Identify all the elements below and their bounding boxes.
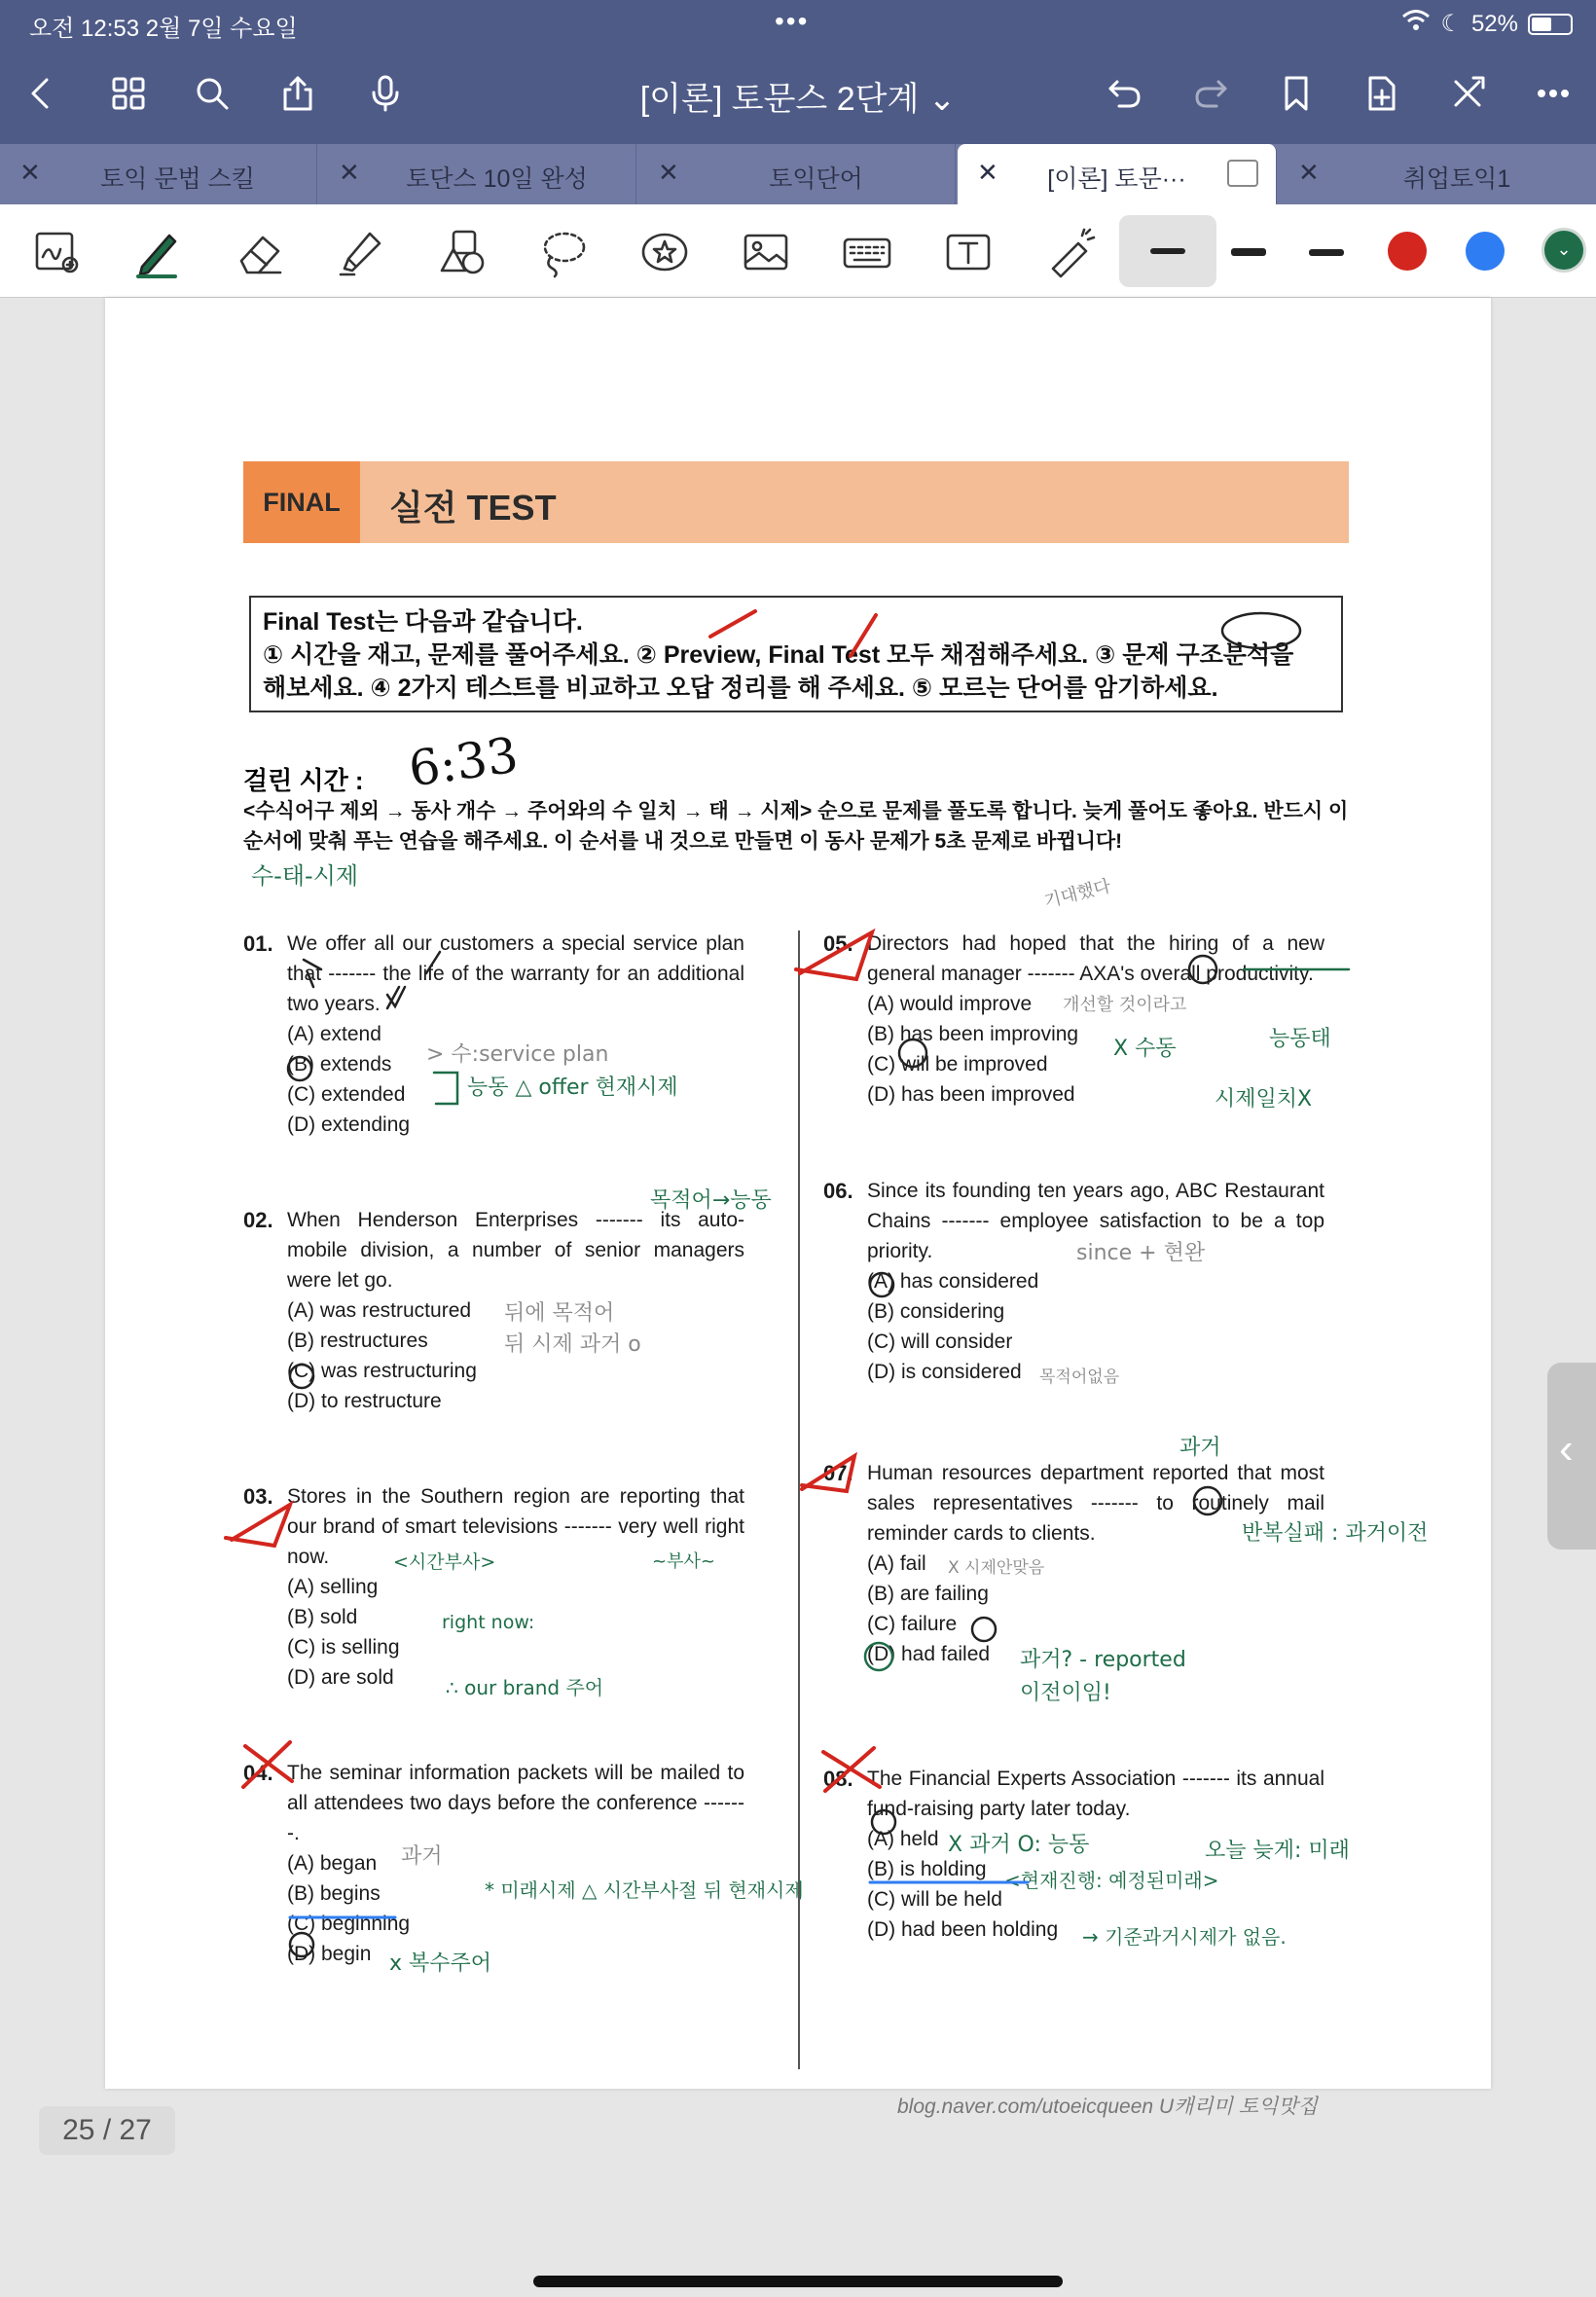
nav-bar: [0, 45, 1596, 144]
handwritten-note: since + 현완: [1076, 1241, 1206, 1265]
zoom-write-icon[interactable]: [27, 222, 88, 282]
option-c[interactable]: (C) is selling: [287, 1636, 400, 1659]
handwritten-note: 뒤에 목적어: [504, 1301, 615, 1326]
option-a[interactable]: (A) held: [867, 1828, 939, 1850]
home-indicator: [533, 2276, 1063, 2287]
question-text: We offer all our customers a special service plan that ------- the life of the warranty for an additional two years.: [287, 932, 744, 1015]
question-text: Stores in the Southern region are reporting that our brand of smart televisions ------- very well right now.: [287, 1485, 744, 1568]
option-c[interactable]: (C) extended: [287, 1083, 406, 1106]
document-canvas: [0, 298, 1596, 2297]
question-text: The seminar information packets will be mailed to all attendees two days before the conference -------.: [287, 1762, 744, 1844]
keyboard-icon[interactable]: [837, 222, 897, 282]
split-view-icon[interactable]: [1227, 160, 1258, 187]
tab-item[interactable]: [1279, 144, 1596, 204]
handwritten-note: 과거: [1179, 1436, 1221, 1460]
tab-item[interactable]: [319, 144, 636, 204]
laser-pointer-icon[interactable]: [1039, 222, 1100, 282]
close-tab-icon[interactable]: ✕: [658, 158, 679, 187]
page-indicator: 25 / 27: [39, 2106, 175, 2155]
option-a[interactable]: (A) was restructured: [287, 1299, 472, 1322]
option-a[interactable]: (A) selling: [287, 1576, 379, 1598]
handwritten-note: 뒤 시제 과거 o: [504, 1332, 641, 1357]
option-d[interactable]: (D) to restructure: [287, 1390, 442, 1412]
question-number: 06.: [823, 1179, 853, 1203]
status-right: [1401, 9, 1573, 39]
question-number: 07.: [823, 1461, 853, 1485]
color-blue-button[interactable]: [1466, 232, 1505, 271]
option-b[interactable]: (B) are failing: [867, 1583, 989, 1605]
line-thick-icon: [1309, 249, 1344, 256]
handwritten-note: 과거: [401, 1844, 443, 1869]
instructions-line: Final Test는 다음과 같습니다.: [263, 608, 583, 636]
handwritten-note: X 과거 O: 능동: [948, 1833, 1090, 1857]
option-d[interactable]: (D) extending: [287, 1113, 411, 1136]
option-d[interactable]: (D) has been improved: [867, 1083, 1075, 1106]
handwritten-note: 목적어없음: [1039, 1367, 1120, 1387]
bookmark-icon[interactable]: [1269, 66, 1324, 121]
time-label: 걸린 시간 :: [243, 766, 364, 795]
lasso-icon[interactable]: [533, 222, 594, 282]
option-b[interactable]: (B) restructures: [287, 1330, 428, 1352]
option-d[interactable]: (D) is considered: [867, 1361, 1022, 1383]
option-a[interactable]: (A) has considered: [867, 1270, 1039, 1293]
highlighter-icon[interactable]: [331, 222, 391, 282]
banner-title: 실전 TEST: [389, 488, 557, 528]
question-text: When Henderson Enterprises ------- its auto-mobile division, a number of senior managers were let go.: [287, 1209, 744, 1292]
text-box-icon[interactable]: [938, 222, 998, 282]
option-b[interactable]: (B) extends: [287, 1053, 392, 1076]
handwritten-note: ∴ our brand 주어: [446, 1676, 604, 1699]
document-title[interactable]: [이론] 토문스 2단계 ⌄: [639, 81, 957, 118]
battery-icon: [1528, 14, 1573, 35]
question-number: 04.: [243, 1761, 273, 1785]
question-text: Since its founding ten years ago, ABC Restaurant Chains ------- employee satisfaction to be a top priority.: [867, 1180, 1324, 1262]
handwritten-note: * 미래시제 △ 시간부사절 뒤 현재시제: [485, 1878, 804, 1902]
status-bar: [0, 0, 1596, 45]
option-b[interactable]: (B) considering: [867, 1300, 1005, 1323]
handwritten-note: X 수동: [1113, 1037, 1177, 1061]
tab-item[interactable]: [638, 144, 956, 204]
option-c[interactable]: (C) will be held: [867, 1888, 1002, 1911]
handwritten-note: 능동태: [1269, 1027, 1331, 1051]
question-text: Directors had hoped that the hiring of a new general manager ------- AXA's overall productivity.: [867, 932, 1324, 985]
section-banner: [243, 461, 1349, 543]
option-b[interactable]: (B) begins: [287, 1882, 381, 1905]
annotation-toolbar: [0, 204, 1596, 298]
option-c[interactable]: (C) beginning: [287, 1913, 411, 1935]
handwritten-note: 오늘 늦게: 미래: [1205, 1839, 1350, 1863]
handwritten-note: ~부사~: [652, 1551, 715, 1572]
battery-percent: 52%: [1470, 10, 1518, 37]
sticker-icon[interactable]: [635, 222, 695, 282]
question-text: The Financial Experts Association ------- its annual fund-raising party later today.: [867, 1768, 1324, 1820]
handwritten-note: 능동 △ offer 현재시제: [467, 1076, 678, 1100]
handwritten-note: X 시제안맞음: [948, 1558, 1045, 1578]
more-icon[interactable]: [1526, 66, 1580, 121]
tab-item-active[interactable]: [958, 144, 1277, 204]
option-c[interactable]: (C) failure: [867, 1613, 958, 1635]
option-a[interactable]: (A) extend: [287, 1023, 381, 1045]
banner-tag: FINAL: [243, 461, 360, 543]
option-a[interactable]: (A) began: [287, 1852, 378, 1875]
handwritten-note: → 기준과거시제가 없음.: [1082, 1925, 1287, 1949]
close-tools-icon[interactable]: [1440, 66, 1495, 121]
shapes-icon[interactable]: [432, 222, 492, 282]
handwritten-note: 시제일치X: [1215, 1087, 1313, 1112]
thickness-thin-button[interactable]: [1119, 215, 1216, 287]
side-panel-handle[interactable]: [1547, 1363, 1596, 1550]
handwritten-note: 이전이임!: [1020, 1681, 1111, 1705]
option-c[interactable]: (C) will consider: [867, 1331, 1013, 1353]
tab-label: 취업토익1: [1402, 165, 1511, 193]
question-number: 02.: [243, 1208, 273, 1232]
option-d[interactable]: (D) had failed: [867, 1643, 991, 1665]
moon-icon: ☾: [1440, 11, 1462, 37]
wifi-icon: [1401, 9, 1431, 39]
color-green-button[interactable]: ⌄: [1542, 228, 1586, 273]
handwritten-note: <현재진행: 예정된미래>: [1004, 1869, 1219, 1892]
option-d[interactable]: (D) had been holding: [867, 1918, 1059, 1941]
handwritten-note: 개선할 것이라고: [1063, 995, 1187, 1015]
option-c[interactable]: (C) was restructuring: [287, 1360, 477, 1382]
tab-label: 토단스 10일 완성: [406, 165, 588, 193]
option-a[interactable]: (A) fail: [867, 1552, 926, 1575]
add-page-icon[interactable]: [1355, 66, 1409, 121]
order-instructions: <수식어구 제외 → 동사 개수 → 주어와의 수 일치 → 태 → 시제> 순으로 문제를 풀도록 합니다. 늦게 풀어도 좋아요. 반드시 이 순서에 맞춰 푸는 연습을 해주세요. 이 순서를 내 것으로 만들면 이 동사 문제가 5초 문제로 바뀝니다!: [243, 800, 1349, 853]
question-number: 08.: [823, 1767, 853, 1791]
tab-item[interactable]: [0, 144, 317, 204]
question-number: 05.: [823, 931, 853, 956]
tab-label: [이론] 토문···: [1047, 165, 1186, 193]
chevron-left-icon: ‹: [1559, 1425, 1574, 1473]
redo-icon[interactable]: [1183, 66, 1238, 121]
undo-icon[interactable]: [1098, 66, 1152, 121]
question-text: Human resources department reported that most sales representatives ------- to routinely mail reminder cards to clients.: [867, 1462, 1324, 1545]
time-handwritten: 6:33: [405, 726, 522, 798]
question-number: 03.: [243, 1484, 273, 1509]
multitask-dots[interactable]: •••: [775, 6, 810, 36]
line-thin-icon: [1150, 248, 1185, 254]
option-b[interactable]: (B) is holding: [867, 1858, 987, 1880]
option-a[interactable]: (A) would improve: [867, 993, 1033, 1015]
tab-bar: [0, 144, 1596, 204]
option-b[interactable]: (B) has been improving: [867, 1023, 1079, 1045]
status-time: 오전 12:53 2월 7일 수요일: [29, 16, 298, 42]
order-note: 수-태-시제: [251, 862, 359, 890]
option-d[interactable]: (D) begin: [287, 1943, 372, 1965]
line-medium-icon: [1231, 248, 1266, 256]
handwritten-note: > 수:service plan: [426, 1042, 609, 1067]
question-number: 01.: [243, 931, 273, 956]
option-c[interactable]: (C) will be improved: [867, 1053, 1048, 1076]
pen-tool-icon[interactable]: [127, 222, 187, 282]
source-credit: blog.naver.com/utoeicqueen U캐리미 토익맛집: [897, 2096, 1318, 2118]
thickness-thick-button[interactable]: [1296, 222, 1357, 282]
tab-label: 토익단어: [769, 165, 863, 193]
close-tab-icon[interactable]: ✕: [19, 158, 41, 187]
tab-label: 토익 문법 스킬: [100, 165, 255, 193]
handwritten-note: 기대했다: [1041, 875, 1113, 913]
handwritten-note: <시간부사>: [393, 1551, 496, 1573]
instructions-line: 해보세요. ④ 2가지 테스트를 비교하고 오답 정리를 해 주세요. ⑤ 모르는 단어를 암기하세요.: [263, 675, 1218, 702]
close-tab-icon[interactable]: ✕: [339, 158, 360, 187]
thickness-medium-button[interactable]: [1218, 222, 1279, 282]
pdf-page[interactable]: [105, 298, 1491, 2118]
handwritten-note: 과거? - reported: [1020, 1648, 1186, 1672]
option-b[interactable]: (B) sold: [287, 1606, 358, 1628]
handwritten-note: x 복수주어: [389, 1951, 492, 1976]
color-red-button[interactable]: [1388, 232, 1427, 271]
handwritten-note: right now:: [442, 1612, 535, 1633]
image-icon[interactable]: [736, 222, 796, 282]
handwritten-note: 반복실패 : 과거이전: [1242, 1521, 1429, 1546]
option-d[interactable]: (D) are sold: [287, 1666, 394, 1689]
close-tab-icon[interactable]: ✕: [1298, 158, 1320, 187]
instructions-line: ① 시간을 재고, 문제를 풀어주세요. ② Preview, Final Test 모두 채점해주세요. ③ 문제 구조분석을: [263, 641, 1294, 669]
handwritten-note: 목적어→능동: [650, 1188, 772, 1213]
eraser-icon[interactable]: [230, 222, 290, 282]
instructions-box: [249, 596, 1343, 712]
close-tab-icon[interactable]: ✕: [977, 158, 998, 187]
